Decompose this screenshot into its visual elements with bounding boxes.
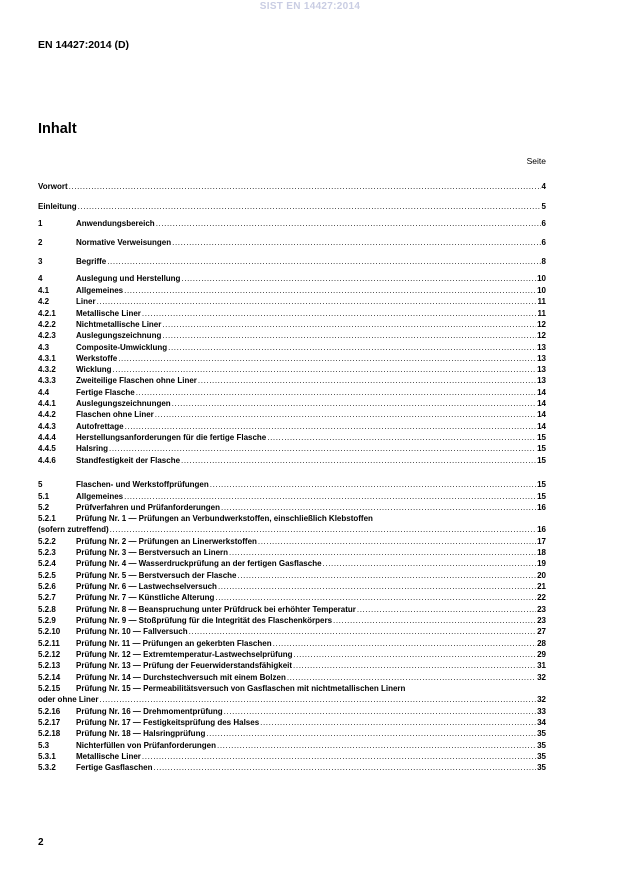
toc-entry-number: 5.2.9 [38,616,56,625]
toc-dot-leader [112,364,536,375]
toc-entry-page: 35 [537,763,546,772]
toc-entry-page: 4 [541,182,546,191]
toc-entry-number: 5.2.1 [38,514,56,523]
toc-entry[interactable] [38,237,546,248]
toc-entry-page: 22 [537,593,546,602]
toc-entry[interactable] [38,694,546,705]
toc-entry-title: Prüfung Nr. 17 — Festigkeitsprüfung des Halses [76,718,260,727]
toc-entry[interactable] [38,615,546,626]
toc-dot-leader [172,237,540,248]
toc-entry-page: 14 [537,410,546,419]
toc-entry-title: Herstellungsanforderungen für die fertige Flasche [76,433,267,442]
toc-entry-page: 34 [537,718,546,727]
toc-entry[interactable] [38,751,546,762]
toc-entry-line [76,237,546,248]
toc-dot-leader [333,615,536,626]
toc-entry-line [76,728,546,739]
toc-dot-leader [97,296,537,307]
toc-entry-title: Flaschen- und Werkstoffprüfungen [76,480,209,489]
toc-entry-title: Zweiteilige Flaschen ohne Liner [76,376,197,385]
toc-entry[interactable] [38,353,546,364]
toc-entry-page: 5 [541,202,546,211]
toc-entry-page: 15 [537,480,546,489]
toc-dot-leader [136,387,536,398]
toc-entry[interactable] [38,308,546,319]
toc-entry-title: Prüfung Nr. 14 — Durchstechversuch mit einem Bolzen [76,673,286,682]
toc-entry-line [38,524,546,535]
toc-entry-number: 4.2.2 [38,320,56,329]
toc-entry[interactable] [38,201,546,212]
toc-entry-line [76,558,546,569]
toc-entry-line [76,581,546,592]
toc-entry-title: Prüfung Nr. 10 — Fallversuch [76,627,188,636]
toc-entry-title: Normative Verweisungen [76,238,172,247]
toc-entry-title: Prüfung Nr. 6 — Lastwechselversuch [76,582,217,591]
toc-entry-number: 5.3 [38,741,50,750]
toc-entry[interactable] [38,649,546,660]
toc-entry-page: 27 [537,627,546,636]
toc-entry-title: Begriffe [76,257,107,266]
toc-entry-page: 20 [537,571,546,580]
toc-dot-leader [153,762,536,773]
toc-entry[interactable] [38,672,546,683]
toc-entry-title: Nichtmetallische Liner [76,320,162,329]
toc-entry-number: 5.2.7 [38,593,56,602]
toc-entry-line [76,342,546,353]
toc-entry-title: Metallische Liner [76,752,141,761]
toc-entry-number: 5.2.11 [38,639,60,648]
toc-entry-title: Prüfung Nr. 5 — Berstversuch der Flasche [76,571,237,580]
toc-entry[interactable] [38,330,546,341]
toc-entry-number: 5.2.8 [38,605,56,614]
toc-entry-line [76,387,546,398]
toc-entry-number: 5.3.2 [38,763,56,772]
toc-entry-title: Prüfung Nr. 4 — Wasserdruckprüfung an der fertigen Gasflasche [76,559,322,568]
toc-entry-number: 4.2 [38,297,50,306]
toc-dot-leader [221,502,536,513]
toc-entry-title: Fertige Flasche [76,388,135,397]
toc-entry-number: 5.2.5 [38,571,56,580]
toc-entry-line [76,762,546,773]
toc-dot-leader [293,660,536,671]
toc-entry[interactable] [38,683,546,694]
toc-entry-title: Allgemeines [76,492,124,501]
toc-entry-number: 5.2.15 [38,684,61,693]
toc-entry-page: 13 [537,343,546,352]
toc-entry-line [76,479,546,490]
toc-dot-leader [124,491,536,502]
toc-entry-number: 5.2.4 [38,559,56,568]
toc-entry-number: 5.2.6 [38,582,56,591]
toc-entry-title: Liner [76,297,96,306]
toc-entry-line [38,694,546,705]
toc-entry-title: (sofern zutreffend) [38,525,109,534]
toc-dot-leader [107,256,540,267]
toc-dot-leader [294,649,537,660]
toc-entry-line [76,638,546,649]
toc-dot-leader [142,751,536,762]
toc-entry-page: 6 [541,238,546,247]
toc-title: Inhalt [38,121,77,137]
toc-entry-number: 5.2 [38,503,50,512]
toc-entry-line [76,660,546,671]
toc-dot-leader [155,409,536,420]
toc-entry-page: 16 [537,503,546,512]
toc-entry-page: 15 [537,456,546,465]
toc-dot-leader [109,443,536,454]
toc-entry-title: Prüfung Nr. 18 — Halsringprüfung [76,729,206,738]
toc-entry-number: 5.1 [38,492,50,501]
toc-entry-title: Autofrettage [76,422,124,431]
toc-entry[interactable] [38,728,546,739]
toc-entry-line [76,649,546,660]
toc-entry-title: Prüfung Nr. 9 — Stoßprüfung für die Integrität des Flaschenkörpers [76,616,333,625]
toc-dot-leader [323,558,537,569]
toc-entry-line [76,706,546,717]
toc-entry[interactable] [38,364,546,375]
toc-entry[interactable] [38,762,546,773]
toc-entry-page: 32 [537,695,546,704]
toc-entry-number: 5.2.14 [38,673,61,682]
toc-entry-number: 4.1 [38,286,50,295]
toc-dot-leader [162,330,536,341]
toc-entry[interactable] [38,342,546,353]
toc-entry[interactable] [38,581,546,592]
page-column-header: Seite [526,156,546,166]
toc-entry-title: Allgemeines [76,286,124,295]
toc-entry-page: 35 [537,741,546,750]
toc-dot-leader [172,398,536,409]
toc-entry-title: Halsring [76,444,109,453]
toc-entry-line [76,740,546,751]
toc-entry[interactable] [38,717,546,728]
toc-entry-page: 14 [537,399,546,408]
toc-entry-title: Prüfung Nr. 1 — Prüfungen an Verbundwerkstoffen, einschließlich Klebstoffen [76,514,373,523]
toc-entry-page: 15 [537,444,546,453]
toc-dot-leader [273,638,537,649]
toc-entry-title: Prüfung Nr. 2 — Prüfungen an Linerwerkstoffen [76,537,257,546]
toc-entry[interactable] [38,409,546,420]
toc-entry-number: 5.2.18 [38,729,61,738]
toc-entry-title: Werkstoffe [76,354,118,363]
toc-entry-title: Einleitung [38,202,77,211]
toc-entry[interactable] [38,387,546,398]
toc-dot-leader [156,218,541,229]
toc-entry-number: 3 [38,257,43,266]
toc-entry-page: 18 [537,548,546,557]
toc-entry-line [38,201,546,212]
toc-dot-leader [118,353,536,364]
toc-entry-number: 4.3.1 [38,354,56,363]
toc-dot-leader [238,570,537,581]
toc-entry-number: 4.4.5 [38,444,56,453]
toc-dot-leader [189,626,537,637]
toc-entry-line [76,432,546,443]
toc-entry-number: 2 [38,238,43,247]
toc-entry-page: 14 [537,388,546,397]
toc-dot-leader [218,581,536,592]
toc-entry-page: 32 [537,673,546,682]
toc-entry-line [76,364,546,375]
toc-entry[interactable] [38,638,546,649]
toc-entry-line [76,256,546,267]
toc-entry-page: 15 [537,492,546,501]
toc-entry-title: Flaschen ohne Liner [76,410,154,419]
toc-entry[interactable] [38,421,546,432]
toc-entry-line [38,181,546,192]
toc-entry[interactable] [38,547,546,558]
toc-entry[interactable] [38,536,546,547]
toc-entry-number: 5 [38,480,43,489]
toc-dot-leader [217,740,536,751]
toc-entry-number: 4.4.1 [38,399,56,408]
toc-entry[interactable] [38,285,546,296]
toc-entry-number: 4 [38,274,43,283]
toc-entry-line [76,683,546,694]
toc-dot-leader [69,181,541,192]
toc-entry-page: 23 [537,605,546,614]
toc-entry-page: 23 [537,616,546,625]
toc-dot-leader [168,342,536,353]
watermark: SIST EN 14427:2014 [259,1,361,12]
toc-dot-leader [162,319,536,330]
toc-entry-title: Prüfung Nr. 11 — Prüfungen an gekerbten Flaschen [76,639,272,648]
toc-entry-line [76,308,546,319]
toc-entry[interactable] [38,558,546,569]
toc-dot-leader [215,592,536,603]
toc-entry-number: 5.3.1 [38,752,56,761]
toc-entry-line [76,455,546,466]
toc-dot-leader [258,536,536,547]
toc-entry[interactable] [38,570,546,581]
toc-entry[interactable] [38,513,546,524]
toc-entry-page: 13 [537,376,546,385]
toc-entry[interactable] [38,218,546,229]
toc-entry-title: oder ohne Liner [38,695,99,704]
toc-entry-page: 6 [541,219,546,228]
toc-entry[interactable] [38,296,546,307]
toc-entry[interactable] [38,660,546,671]
toc-entry-line [76,398,546,409]
toc-dot-leader [99,694,536,705]
toc-entry-number: 1 [38,219,43,228]
toc-entry-line [76,285,546,296]
toc-entry[interactable] [38,626,546,637]
toc-entry[interactable] [38,592,546,603]
toc-entry-line [76,273,546,284]
toc-entry-number: 4.4.3 [38,422,56,431]
toc-dot-leader [124,285,536,296]
toc-dot-leader [267,432,536,443]
page-number: 2 [38,837,44,848]
toc-entry-page: 35 [537,729,546,738]
toc-entry-title: Wicklung [76,365,112,374]
toc-entry-page: 31 [537,661,546,670]
toc-entry-number: 4.4 [38,388,50,397]
toc-dot-leader [229,547,536,558]
toc-entry-line [76,353,546,364]
toc-entry-line [76,717,546,728]
toc-entry[interactable] [38,455,546,466]
toc-entry-number: 5.2.16 [38,707,61,716]
toc-entry-title: Anwendungsbereich [76,219,155,228]
toc-dot-leader [181,273,536,284]
toc-entry-title: Auslegung und Herstellung [76,274,181,283]
toc-entry-title: Standfestigkeit der Flasche [76,456,181,465]
toc-entry[interactable] [38,479,546,490]
toc-entry-page: 29 [537,650,546,659]
toc-entry[interactable] [38,181,546,192]
toc-entry-title: Prüfverfahren und Prüfanforderungen [76,503,221,512]
toc-entry-number: 4.4.6 [38,456,56,465]
toc-entry-title: Prüfung Nr. 15 — Permeabilitätsversuch von Gasflaschen mit nichtmetallischen Linern [76,684,406,693]
toc-entry[interactable] [38,443,546,454]
toc-entry-line [76,615,546,626]
toc-entry-title: Prüfung Nr. 7 — Künstliche Alterung [76,593,215,602]
toc-entry-page: 8 [541,257,546,266]
toc-entry-number: 4.3.2 [38,365,56,374]
toc-entry-title: Prüfung Nr. 16 — Drehmomentprüfung [76,707,223,716]
toc-entry-page: 16 [537,525,546,534]
toc-entry[interactable] [38,706,546,717]
toc-entry-line [76,536,546,547]
toc-entry[interactable] [38,375,546,386]
toc-entry-page: 11 [537,297,546,306]
toc-entry-number: 5.2.17 [38,718,61,727]
toc-entry-title: Auslegungszeichnungen [76,399,171,408]
toc-entry-title: Auslegungszeichnung [76,331,162,340]
toc-entry-page: 14 [537,422,546,431]
toc-entry-title: Prüfung Nr. 12 — Extremtemperatur-Lastwechselprüfung [76,650,293,659]
toc-dot-leader [357,604,536,615]
toc-entry-number: 5.2.13 [38,661,61,670]
toc-dot-leader [224,706,536,717]
toc-entry-line [76,409,546,420]
toc-entry-title: Composite-Umwicklung [76,343,168,352]
toc-entry-line [76,296,546,307]
standard-id: EN 14427:2014 (D) [38,39,130,51]
toc-entry-page: 10 [537,286,546,295]
toc-dot-leader [287,672,536,683]
toc-entry-title: Metallische Liner [76,309,141,318]
toc-entry-number: 5.2.10 [38,627,61,636]
toc-dot-leader [78,201,541,212]
toc-entry-number: 4.2.3 [38,331,56,340]
toc-entry-line [76,218,546,229]
toc-dot-leader [210,479,536,490]
toc-entry-line [76,604,546,615]
toc-entry-page: 17 [537,537,546,546]
toc-entry[interactable] [38,740,546,751]
toc-entry-line [76,421,546,432]
toc-entry-line [76,570,546,581]
toc-entry-page: 10 [537,274,546,283]
toc-entry-line [76,672,546,683]
toc-entry[interactable] [38,319,546,330]
toc-dot-leader [125,421,537,432]
toc-entry-number: 4.3 [38,343,50,352]
toc-entry-number: 5.2.12 [38,650,61,659]
toc-entry[interactable] [38,398,546,409]
toc-entry-line [76,330,546,341]
toc-entry[interactable] [38,432,546,443]
toc-entry-page: 11 [537,309,546,318]
toc-entry-page: 12 [537,320,546,329]
toc-entry-number: 4.4.4 [38,433,56,442]
toc-entry[interactable] [38,491,546,502]
toc-entry-line [76,319,546,330]
toc-entry-title: Nichterfüllen von Prüfanforderungen [76,741,217,750]
toc-dot-leader [110,524,536,535]
toc-dot-leader [260,717,536,728]
toc-entry-page: 19 [537,559,546,568]
toc-entry-page: 13 [537,354,546,363]
toc-dot-leader [198,375,536,386]
toc-entry-number: 4.2.1 [38,309,56,318]
toc-entry-line [76,592,546,603]
toc-entry-number: 4.4.2 [38,410,56,419]
toc-entry-page: 12 [537,331,546,340]
toc-entry-line [76,502,546,513]
toc-dot-leader [206,728,536,739]
toc-entry-title: Prüfung Nr. 3 — Berstversuch an Linern [76,548,229,557]
toc-entry-title: Prüfung Nr. 13 — Prüfung der Feuerwiderstandsfähigkeit [76,661,293,670]
toc-entry-line [76,491,546,502]
toc-entry-number: 4.3.3 [38,376,56,385]
toc-entry-number: 5.2.2 [38,537,56,546]
toc-entry[interactable] [38,524,546,535]
toc-entry[interactable] [38,273,546,284]
toc-entry-page: 33 [537,707,546,716]
toc-entry-line [76,443,546,454]
toc-entry-title: Prüfung Nr. 8 — Beanspruchung unter Prüfdruck bei erhöhter Temperatur [76,605,356,614]
toc-entry[interactable] [38,502,546,513]
toc-entry-page: 21 [537,582,546,591]
toc-entry[interactable] [38,256,546,267]
toc-entry-number: 5.2.3 [38,548,56,557]
toc-entry-page: 35 [537,752,546,761]
toc-dot-leader [181,455,536,466]
toc-entry-page: 15 [537,433,546,442]
toc-dot-leader [142,308,537,319]
toc-entry-page: 13 [537,365,546,374]
toc-entry[interactable] [38,604,546,615]
toc-entry-title: Fertige Gasflaschen [76,763,153,772]
toc-entry-line [76,751,546,762]
toc-entry-page: 28 [537,639,546,648]
toc-entry-line [76,626,546,637]
toc-entry-title: Vorwort [38,182,68,191]
toc-entry-line [76,547,546,558]
toc-entry-line [76,375,546,386]
toc-entry-line [76,513,546,524]
